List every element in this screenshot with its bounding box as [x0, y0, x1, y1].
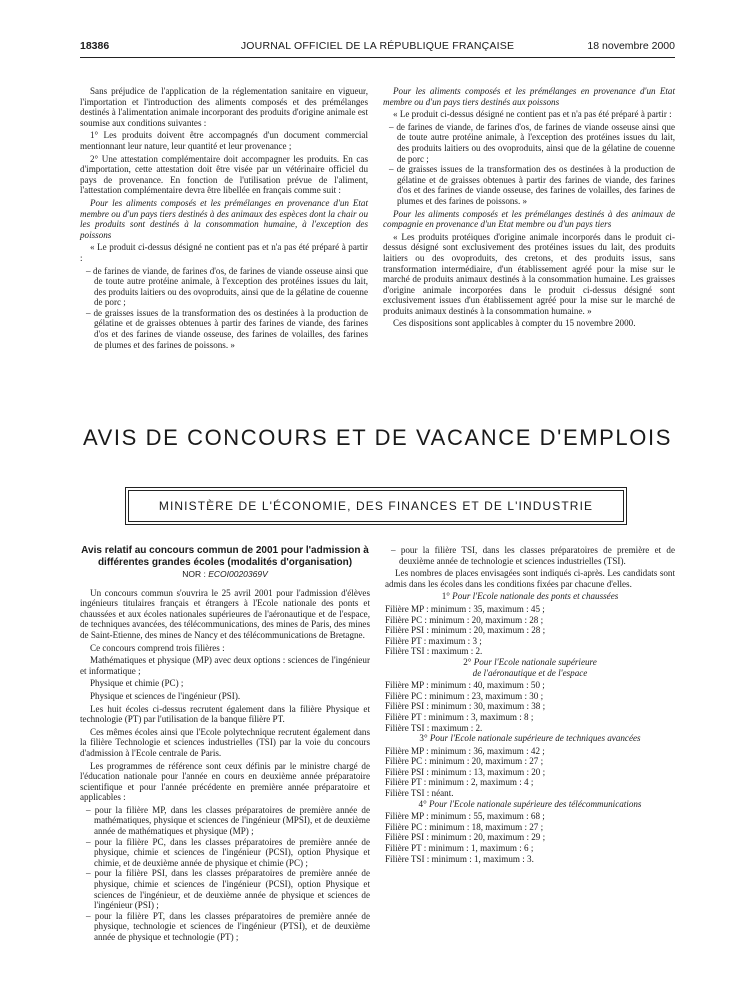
- paragraph: Ces dispositions sont applicables à compter du 15 novembre 2000.: [393, 318, 636, 329]
- header-rule: [80, 57, 675, 58]
- quota-line: Filière PC : minimum : 20, maximum : 28 ;: [385, 614, 544, 625]
- school-heading: 2° Pour l'Ecole nationale supérieure de l'aéronautique et de l'espace: [463, 656, 597, 678]
- dash-list: [385, 545, 675, 566]
- list-item: – pour la filière PSI, dans les classes préparatoires de première année de physique, chimie et sciences de l'ingénieur (PCSI), option Physique et sciences de l'ingénieur, et de deuxième année de physique et sciences de l'ingénieur (PSI) ;: [80, 868, 370, 910]
- journal-title: JOURNAL OFFICIEL DE LA RÉPUBLIQUE FRANÇAISE: [240, 40, 515, 52]
- italic-heading: Pour les aliments composés et les prémélanges destinés à des animaux de compagnie en provenance d'un Etat membre ou d'un pays tiers: [383, 208, 675, 230]
- quota-line: Filière MP : minimum : 35, maximum : 45 ;: [385, 603, 545, 614]
- quota-line: Filière PC : minimum : 20, maximum : 27 ;: [385, 756, 544, 767]
- list-item: – pour la filière TSI, dans les classes préparatoires de première et de deuxième année de technologie et sciences industrielles (TSI).: [385, 545, 675, 566]
- notice-title: Avis relatif au concours commun de 2001 pour l'admission à différentes grandes écoles (modalités d'organisation): [81, 545, 369, 568]
- quota-line: Filière MP : minimum : 40, maximum : 50 ;: [385, 680, 545, 691]
- top-left-column: [80, 86, 368, 352]
- quota-line: Filière MP : minimum : 36, maximum : 42 ;: [385, 745, 545, 756]
- paragraph: Sans préjudice de l'application de la réglementation sanitaire en vigueur, l'importation et l'introduction des aliments composés et des prémélanges destinés à l'alimentation animale incorporant des produits d'origine animale est soumise aux conditions suivantes :: [80, 86, 368, 128]
- paragraph: Les nombres de places envisagées sont indiqués ci-après. Les candidats sont admis dans les écoles dans les conditions fixées par chacune d'elles.: [385, 568, 675, 589]
- paragraph: Physique et sciences de l'ingénieur (PSI).: [90, 690, 241, 701]
- nor-code: ECOI0020369V: [208, 569, 268, 579]
- school-heading: 3° Pour l'Ecole nationale supérieure de techniques avancées: [419, 733, 641, 744]
- paragraph: « Le produit ci-dessus désigné ne contient pas et n'a pas été préparé à partir :: [393, 109, 672, 120]
- quota-line: Filière TSI : maximum : 2.: [385, 722, 483, 733]
- dash-list: [383, 122, 675, 207]
- page-header: [80, 38, 675, 54]
- italic-heading: Pour les aliments composés et les prémélanges en provenance d'un Etat membre ou d'un pays tiers destinés à des animaux des espèces dont la chair ou les produits sont destinés à la consommation humaine, à l'exception des poissons: [80, 197, 368, 240]
- list-item: – de graisses issues de la transformation des os destinées à la production de gélatine et de graisses obtenues à partir des farines de viande, des farines d'os et des farines de viande osseuse, des farines de volailles, des farines de plumes et des farines de poissons. »: [383, 164, 675, 206]
- quota-line: Filière PSI : minimum : 13, maximum : 20 ;: [385, 766, 546, 777]
- paragraph: Un concours commun s'ouvrira le 25 avril 2001 pour l'admission d'élèves ingénieurs titulaires français et étrangers à l'Ecole nationale des ponts et chaussées et aux écoles nationales supérieures de l'aéronautique et de l'espace, de techniques avancées, des télécommunications, des mines de Paris, des mines de Saint-Etienne, des mines de Nancy et des télécommunications de Bretagne.: [80, 587, 370, 640]
- quota-line: Filière PSI : minimum : 20, maximum : 29 ;: [385, 832, 546, 843]
- quota-line: Filière PSI : minimum : 20, maximum : 28 ;: [385, 625, 546, 636]
- quota-line: Filière TSI : néant.: [385, 788, 454, 799]
- quota-line: Filière PT : minimum : 2, maximum : 4 ;: [385, 777, 534, 788]
- paragraph: Physique et chimie (PC) ;: [90, 678, 184, 689]
- bottom-left-column: [80, 545, 370, 945]
- quota-line: Filière PC : minimum : 23, maximum : 30 ;: [385, 690, 544, 701]
- italic-heading: Pour les aliments composés et les prémélanges en provenance d'un Etat membre ou d'un pays tiers destinés aux poissons: [383, 86, 675, 107]
- list-item: – pour la filière PT, dans les classes préparatoires de première année de physique, technologie et sciences de l'ingénieur (PTSI), et de deuxième année de physique et technologie (PT) ;: [80, 911, 370, 943]
- quota-line: Filière PT : maximum : 3 ;: [385, 635, 482, 646]
- nor-reference: [80, 569, 370, 580]
- section-title: AVIS DE CONCOURS ET DE VACANCE D'EMPLOIS: [83, 425, 672, 450]
- nor-label: NOR :: [182, 569, 206, 579]
- page-number: 18386: [80, 40, 110, 52]
- quota-line: Filière MP : minimum : 55, maximum : 68 ;: [385, 811, 545, 822]
- school-heading: 1° Pour l'Ecole nationale des ponts et chaussées: [441, 591, 619, 602]
- dash-list: [80, 805, 370, 943]
- paragraph: Ce concours comprend trois filières :: [90, 642, 225, 653]
- quota-line: Filière PSI : minimum : 30, maximum : 38 ;: [385, 701, 546, 712]
- ministry-banner: MINISTÈRE DE L'ÉCONOMIE, DES FINANCES ET DE L'INDUSTRIE: [128, 490, 624, 522]
- quota-line: Filière TSI : minimum : 1, maximum : 3.: [385, 853, 534, 864]
- list-item: – de farines de viande, de farines d'os, de farines de viande osseuse ainsi que de toute autre protéine animale, à l'exception des protéines issues du lait, des produits laitiers ou des ovoproduits, ainsi que de la gélatine de couenne de porc ;: [383, 122, 675, 164]
- paragraph: Les huit écoles ci-dessus recrutent également dans la filière Physique et technologie (PT) par l'utilisation de la banque filière PT.: [80, 703, 370, 725]
- quota-line: Filière PT : minimum : 3, maximum : 8 ;: [385, 711, 534, 722]
- paragraph: « Les produits protéiques d'origine animale incorporés dans le produit ci-dessus désigné sont exclusivement des protéines issues du lait, des produits laitiers ou des ovoproduits, des cretons, et des produits issus, sans transformation intermédiaire, d'un établissement agréé pour la mise sur le marché de produits animaux destinés à la consommation humaine. Les graisses d'origine animale incorporées dans le produit ci-dessus désigné sont exclusivement issues d'un établissement agréé pour la mise sur le marché de produits animaux destinés à la consommation humaine. »: [383, 231, 675, 316]
- paragraph: « Le produit ci-dessus désigné ne contient pas et n'a pas été préparé à partir :: [80, 242, 368, 263]
- issue-date: 18 novembre 2000: [587, 40, 675, 52]
- top-right-column: [383, 86, 675, 331]
- paragraph: Mathématiques et physique (MP) avec deux options : sciences de l'ingénieur et informatique ;: [80, 655, 370, 676]
- dash-list: [80, 266, 368, 351]
- bottom-right-column: [385, 545, 675, 864]
- paragraph: 2° Une attestation complémentaire doit accompagner les produits. En cas d'importation, cette attestation doit être visée par un vétérinaire officiel du pays de provenance. En fonction de l'utilisation prévue de l'aliment, l'attestation complémentaire devra être libellée en français comme suit :: [80, 153, 368, 196]
- school-heading: 4° Pour l'Ecole nationale supérieure des télécommunications: [418, 798, 642, 809]
- paragraph: Ces mêmes écoles ainsi que l'Ecole polytechnique recrutent également dans la filière Technologie et sciences industrielles (TSI) par la voie du concours d'admission à l'Ecole centrale de Paris.: [80, 726, 370, 758]
- list-item: – de graisses issues de la transformation des os destinées à la production de gélatine et de graisses obtenues à partir des farines de viande, des farines d'os et des farines de viande osseuse, des farines de volailles, des farines de plumes et des farines de poissons. »: [80, 308, 368, 350]
- quota-line: Filière PT : minimum : 1, maximum : 6 ;: [385, 843, 534, 854]
- list-item: – pour la filière MP, dans les classes préparatoires de première année de mathématiques, physique et sciences de l'ingénieur (MPSI), et de deuxième année de mathématiques et physique (MP) ;: [80, 805, 370, 837]
- quota-line: Filière PC : minimum : 18, maximum : 27 ;: [385, 821, 544, 832]
- list-item: – de farines de viande, de farines d'os, de farines de viande osseuse ainsi que de toute autre protéine animale, à l'exception des protéines issues du lait, des produits laitiers ou des ovoproduits, ainsi que de la gélatine de couenne de porc ;: [80, 266, 368, 308]
- list-item: – pour la filière PC, dans les classes préparatoires de première année de physique, chimie et sciences de l'ingénieur (PCSI), option Physique et chimie, et de deuxième année de physique et chimie (PC) ;: [80, 837, 370, 869]
- paragraph: Les programmes de référence sont ceux définis par le ministre chargé de l'éducation nationale pour l'année en cours en deuxième année préparatoire scientifique et pour l'année précédente en première année préparatoire et applicables :: [80, 760, 370, 803]
- paragraph: 1° Les produits doivent être accompagnés d'un document commercial mentionnant leur nature, leur quantité et leur provenance ;: [80, 130, 368, 151]
- quota-line: Filière TSI : maximum : 2.: [385, 646, 483, 657]
